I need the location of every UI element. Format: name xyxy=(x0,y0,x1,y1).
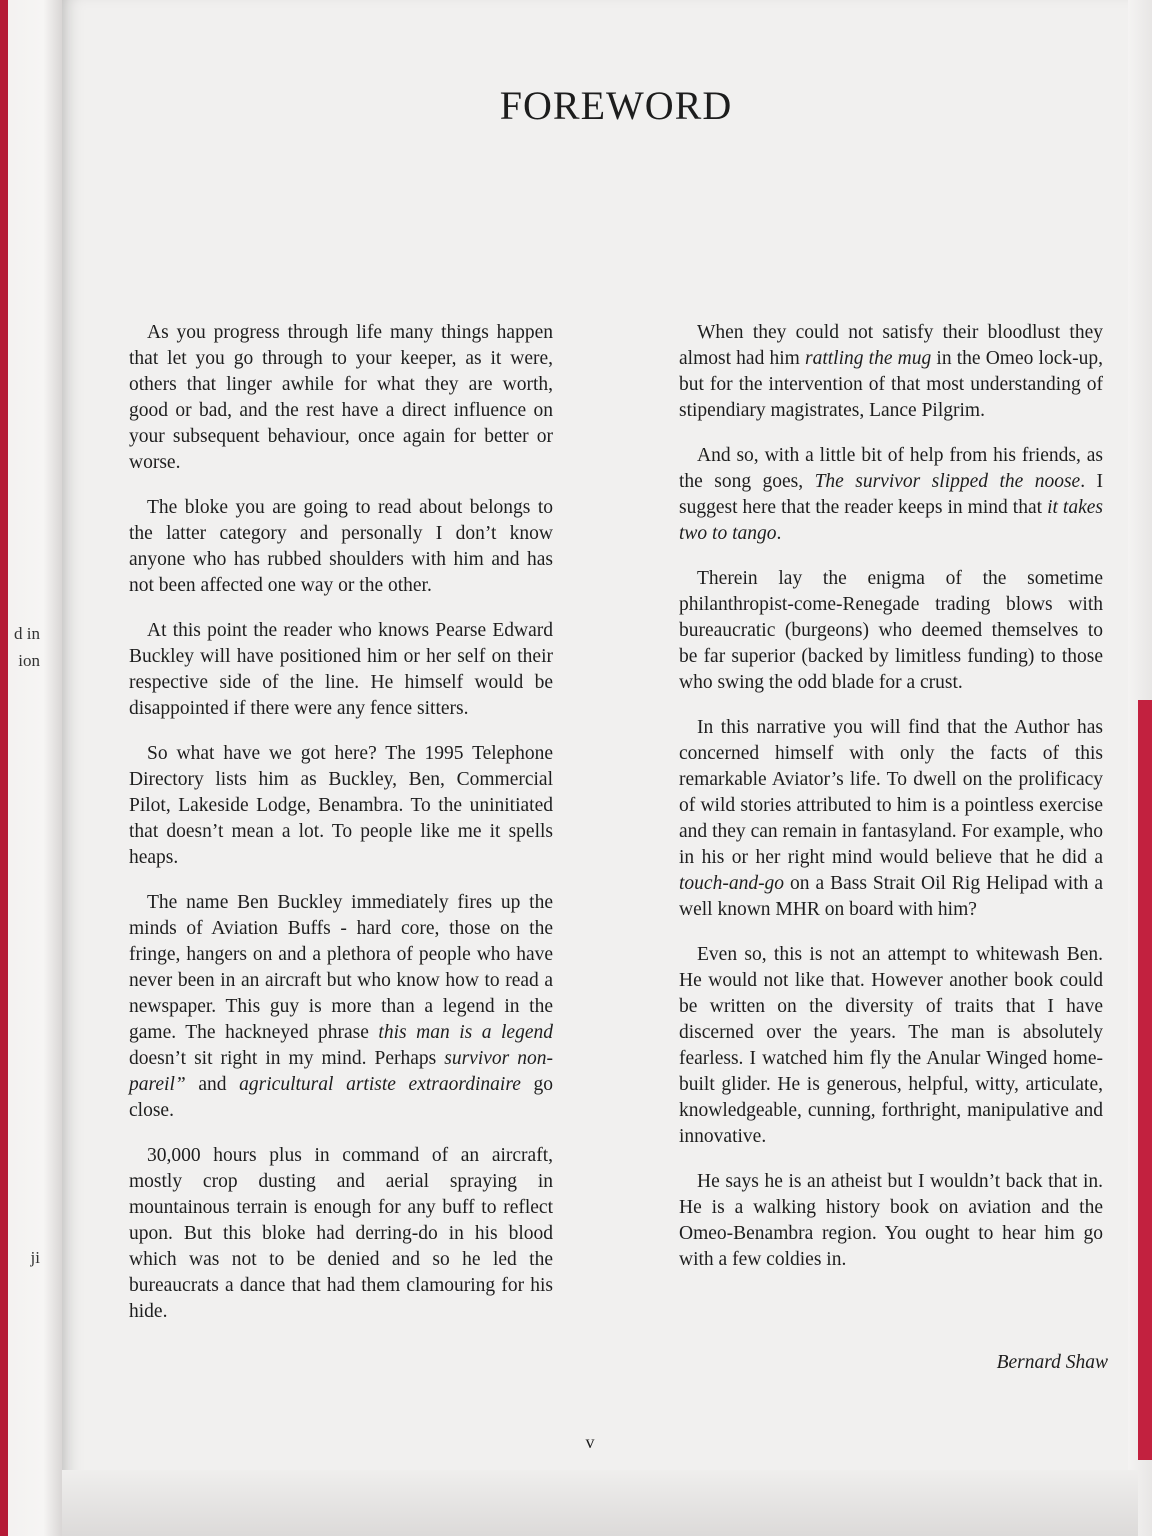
italic-text: touch-and-go xyxy=(679,873,785,894)
paragraph xyxy=(129,495,553,599)
italic-text: rattling the mug xyxy=(804,348,932,369)
paragraph xyxy=(679,715,1103,923)
page-bottom-shadow xyxy=(62,1470,1138,1536)
adjacent-page-fragment: ion xyxy=(18,651,40,670)
cover-edge-strip xyxy=(1138,700,1152,1460)
text-run: So what have we got here? The 1995 Telephone Directory lists him as Buckley, Ben, Commercial Pilot, Lakeside Lodge, Benambra. To the uninitiated that doesn’t mean a lot. To people like me it spells heaps. xyxy=(129,743,553,868)
text-run: on a Bass Strait Oil Rig Helipad with a well known MHR on board with him? xyxy=(679,873,1103,920)
book-cover-edge xyxy=(0,0,8,1536)
text-run: 30,000 hours plus in command of an aircraft, mostly crop dusting and aerial spraying in mountainous terrain is enough for any buff to reflect upon. But this bloke had derring-do in his blood which was not to be denied and so he led the bureaucrats a dance that had them clamouring for his hide. xyxy=(129,1145,553,1322)
paragraph xyxy=(129,1143,553,1325)
italic-text: survivor non-pareil” xyxy=(129,1048,553,1095)
text-run: Therein lay the enigma of the sometime philanthropist-come-Renegade trading blows with bureaucratic (burgeons) who deemed themselves to be far superior (backed by limitless funding) to those who swing the odd blade for a crust. xyxy=(679,568,1103,693)
text-run: The name Ben Buckley immediately fires up the minds of Aviation Buffs - hard core, those on the fringe, hangers on and a plethora of people who have never been in an aircraft but who know how to read a newspaper. This guy is more than a legend in the game. The hackneyed phrase xyxy=(129,892,553,1043)
page-title: FOREWORD xyxy=(499,83,733,128)
text-run: . I suggest here that the reader keeps in mind that xyxy=(679,471,1104,518)
italic-text: agricultural artiste extraordinaire xyxy=(239,1074,521,1095)
paragraph xyxy=(679,566,1103,696)
paragraph xyxy=(129,618,553,722)
text-run: in the Omeo lock-up, but for the intervention of that most understanding of stipendiary magistrates, Lance Pilgrim. xyxy=(679,348,1103,421)
text-run: The bloke you are going to read about belongs to the latter category and personally I don’t know anyone who has rubbed shoulders with him and has not been affected one way or the other. xyxy=(129,497,553,596)
paragraph xyxy=(679,1169,1103,1273)
italic-text: The survivor slipped the noose xyxy=(814,471,1081,492)
paragraph xyxy=(129,741,553,871)
text-run: In this narrative you will find that the Author has concerned himself with only the facts of this remarkable Aviator’s life. To dwell on the prolificacy of wild stories attributed to him is a pointless exercise and they can remain in fantasyland. For example, who in his or her right mind would believe that he did a xyxy=(679,717,1103,868)
page-number: v xyxy=(585,1432,595,1452)
text-run: At this point the reader who knows Pearse Edward Buckley will have positioned him or her self on their respective side of the line. He himself would be disappointed if there were any fence sitters. xyxy=(129,620,553,719)
text-run: As you progress through life many things happen that let you go through to your keeper, as it were, others that linger awhile for what they are worth, good or bad, and the rest have a direct influence on your subsequent behaviour, once again for better or worse. xyxy=(129,322,553,473)
adjacent-page-fragment: ji xyxy=(30,1248,40,1267)
paragraph xyxy=(679,443,1103,547)
paragraph xyxy=(679,320,1103,424)
text-run: Even so, this is not an attempt to whitewash Ben. He would not like that. However another book could be written on the diversity of traits that I have discerned over the years. The man is absolutely fearless. I watched him fly the Anular Winged home-built glider. He is generous, helpful, witty, articulate, knowledgeable, cunning, forthright, manipulative and innovative. xyxy=(679,944,1103,1147)
text-run: go close. xyxy=(129,1074,554,1121)
text-run: And so, with a little bit of help from his friends, as the song goes, xyxy=(679,445,1103,492)
text-run: doesn’t sit right in my mind. Perhaps xyxy=(129,1048,445,1069)
adjacent-page-fragment: d in xyxy=(14,624,40,643)
paragraph xyxy=(129,890,553,1124)
paragraph xyxy=(679,942,1103,1150)
text-run: When they could not satisfy their bloodlust they almost had him xyxy=(679,322,1103,369)
text-run: and xyxy=(185,1074,240,1095)
italic-text: this man is a legend xyxy=(378,1022,553,1043)
italic-text: it takes two to tango xyxy=(679,497,1104,544)
right-text-column xyxy=(679,320,1103,1292)
paragraph xyxy=(129,320,553,476)
author-signature: Bernard Shaw xyxy=(996,1352,1108,1373)
text-run: . xyxy=(776,523,782,544)
left-text-column xyxy=(129,320,553,1344)
adjacent-page xyxy=(0,0,62,1536)
text-run: He says he is an atheist but I wouldn’t back that in. He is a walking history book on aviation and the Omeo-Benambra region. You ought to hear him go with a few coldies in. xyxy=(679,1171,1103,1270)
